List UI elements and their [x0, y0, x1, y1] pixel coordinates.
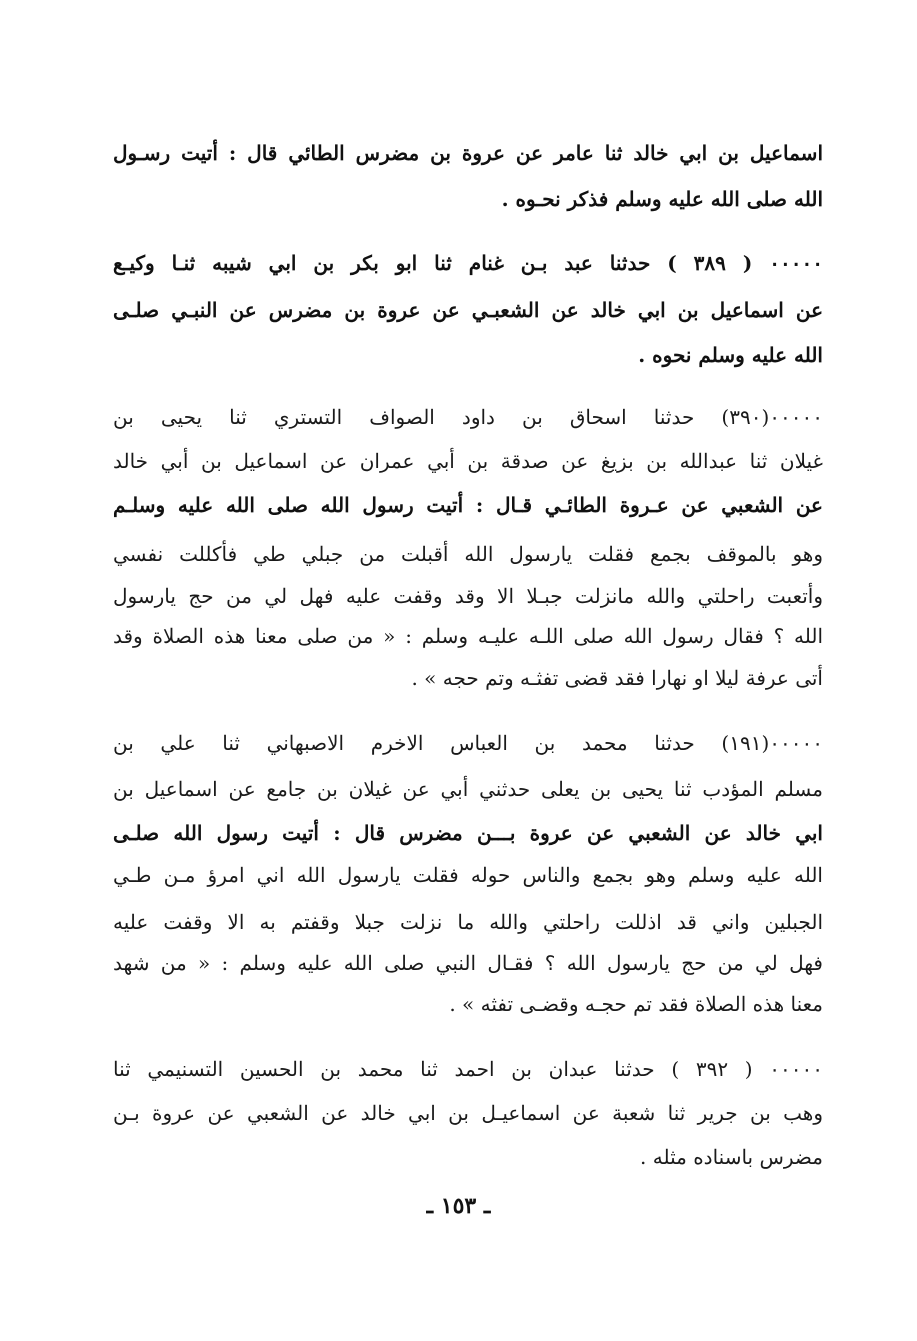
text-line: ٠٠٠٠٠(٣٩٠) حدثنا اسحاق بن داود الصواف التستري ثنا يحيى بن — [113, 405, 823, 429]
text-line: عن الشعبي عن عـروة الطائـي قـال : أتيت رسول الله صلى الله عليه وسلـم — [113, 493, 823, 517]
text-line: ٠٠٠٠٠ ( ٣٩٢ ) حدثنا عبدان بن احمد ثنا محمد بن الحسين التسنيمي ثنا — [113, 1057, 823, 1081]
text-line: وأتعبت راحلتي والله مانزلت جبـلا الا وقد وقفت عليه فهل لي من حج يارسول — [113, 584, 823, 608]
text-line: مسلم المؤدب ثنا يحيى بن يعلى حدثني أبي عن غيلان بن جامع عن اسماعيل بن — [113, 777, 823, 801]
text-line: فهل لي من حج يارسول الله ؟ فقـال النبي صلى الله عليه وسلم : « من شهد — [113, 951, 823, 975]
text-line: الله عليه وسلم نحوه . — [638, 343, 823, 367]
text-line: الجبلين واني قد اذللت راحلتي والله ما نزلت جبلا وقفتم به الا وقفت عليه — [113, 910, 823, 934]
text-line: وهو بالموقف بجمع فقلت يارسول الله أقبلت من جبلي طي فأكللت نفسي — [113, 542, 823, 566]
text-line: وهب بن جرير ثنا شعبة عن اسماعيـل بن ابي خالد عن الشعبي عن عروة بـن — [113, 1101, 823, 1125]
text-line: غيلان ثنا عبدالله بن بزيغ عن صدقة بن أبي عمران عن اسماعيل بن أبي خالد — [113, 449, 823, 473]
text-line: عن اسماعيل بن ابي خالد عن الشعبـي عن عروة بن مضرس عن النبـي صلـى — [113, 298, 823, 322]
text-line: ٠٠٠٠٠(١٩١) حدثنا محمد بن العباس الاخرم الاصبهاني ثنا علي بن — [113, 731, 823, 755]
text-line: أتى عرفة ليلا او نهارا فقد قضى تفثـه وتم حجه » . — [411, 666, 823, 690]
text-line: الله عليه وسلم وهو بجمع والناس حوله فقلت يارسول الله اني امرؤ مـن طـي — [113, 863, 823, 887]
text-line: مضرس باسناده مثله . — [640, 1145, 823, 1169]
text-line: الله ؟ فقال رسول الله صلى اللـه عليـه وسلم : « من صلى معنا هذه الصلاة وقد — [113, 624, 823, 648]
text-line: معنا هذه الصلاة فقد تم حجـه وقضـى تفثه » . — [449, 992, 823, 1016]
text-line: اسماعيل بن ابي خالد ثنا عامر عن عروة بن مضرس الطائي قال : أتيت رسـول — [113, 141, 823, 165]
text-line: ٠٠٠٠٠ ( ٣٨٩ ) حدثنا عبد بـن غنام ثنا ابو بكر بن ابي شيبه ثنـا وكيـع — [113, 251, 823, 275]
text-line: ابي خالد عن الشعبي عن عروة بـــن مضرس قال : أتيت رسول الله صلـى — [113, 821, 823, 845]
page-number: ـ ١٥٣ ـ — [426, 1193, 491, 1219]
text-line: الله صلى الله عليه وسلم فذكر نحـوه . — [501, 187, 823, 211]
